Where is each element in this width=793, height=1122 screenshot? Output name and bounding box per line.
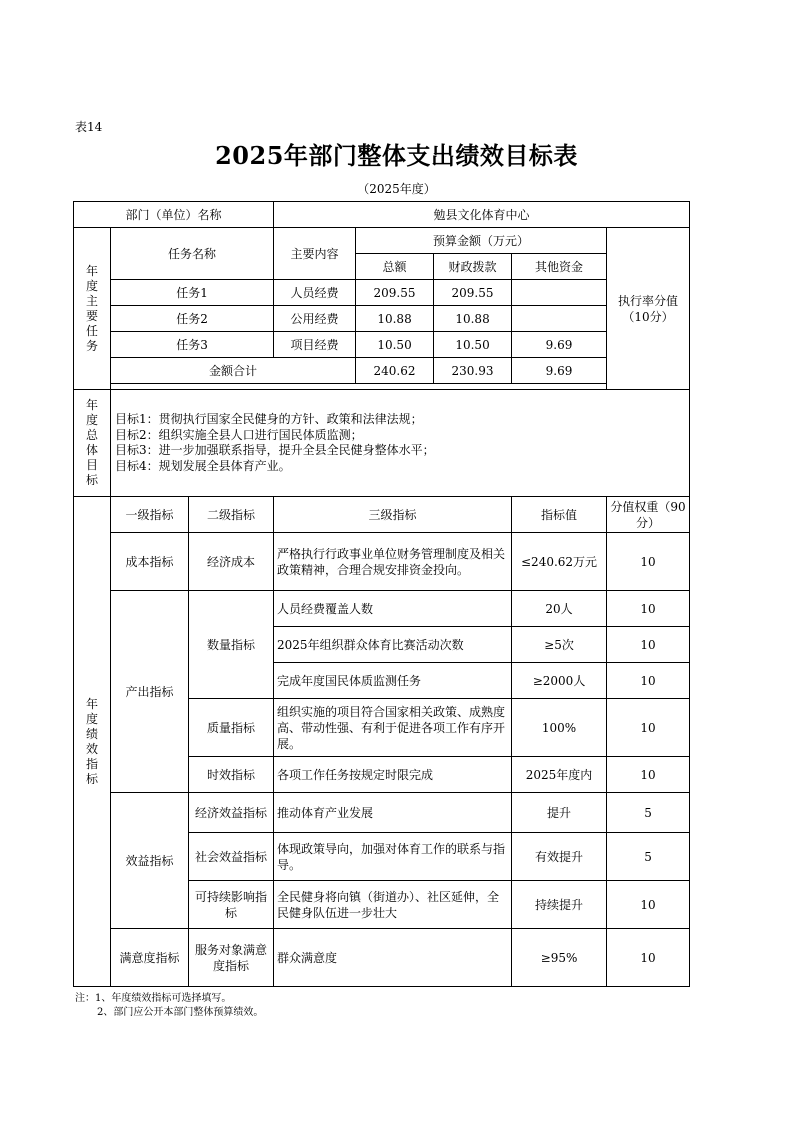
- dept-value: 勉县文化体育中心: [274, 202, 690, 228]
- col-task-name: 任务名称: [111, 228, 274, 280]
- fiscal-year-subtitle: （2025年度）: [357, 182, 436, 196]
- social-value: 有效提升: [512, 833, 607, 881]
- tasks-section-label: 年度主要任务: [74, 228, 111, 390]
- goal-item: 目标4：规划发展全县体育产业。: [115, 458, 291, 473]
- q2-level3: 2025年组织群众体育比赛活动次数: [274, 627, 512, 663]
- cost-weight: 10: [607, 533, 690, 591]
- table-row: [74, 533, 690, 591]
- sum-label: 金额合计: [111, 358, 356, 384]
- task-other: 9.69: [512, 332, 607, 358]
- task-content: 人员经费: [274, 280, 356, 306]
- satis-weight: 10: [607, 929, 690, 987]
- quality-value: 100%: [512, 699, 607, 757]
- econ-weight: 5: [607, 793, 690, 833]
- timely-value: 2025年度内: [512, 757, 607, 793]
- col-level2: 二级指标: [189, 497, 274, 533]
- table-row: [74, 280, 690, 306]
- sustain-weight: 10: [607, 881, 690, 929]
- task-fiscal: 10.88: [434, 306, 512, 332]
- page-title: 2025年部门整体支出绩效目标表: [215, 141, 578, 170]
- cost-level1: 成本指标: [111, 533, 189, 591]
- task-total: 10.88: [356, 306, 434, 332]
- sustain-level2: 可持续影响指标: [189, 881, 274, 929]
- social-level2: 社会效益指标: [189, 833, 274, 881]
- col-level3: 三级指标: [274, 497, 512, 533]
- col-fiscal: 财政拨款: [434, 254, 512, 280]
- dept-label: 部门（单位）名称: [74, 202, 274, 228]
- satis-level3: 群众满意度: [274, 929, 512, 987]
- goals-list: [111, 390, 690, 497]
- footnote-1: 注：1、年度绩效指标可选择填写。: [75, 993, 232, 1004]
- task-other: [512, 280, 607, 306]
- indicators-section-label: 年度绩效指标: [74, 497, 111, 987]
- execution-rate-cell: [607, 228, 690, 390]
- q3-level3: 完成年度国民体质监测任务: [274, 663, 512, 699]
- quality-level2: 质量指标: [189, 699, 274, 757]
- econ-level3: 推动体育产业发展: [274, 793, 512, 833]
- timely-weight: 10: [607, 757, 690, 793]
- task-name: 任务3: [111, 332, 274, 358]
- execution-rate-label: 执行率分值: [618, 293, 679, 308]
- task-other: [512, 306, 607, 332]
- performance-target-table: [73, 201, 690, 987]
- col-level1: 一级指标: [111, 497, 189, 533]
- sustain-value: 持续提升: [512, 881, 607, 929]
- satis-value: ≥95%: [512, 929, 607, 987]
- sum-row: [74, 358, 690, 384]
- table-row: [74, 929, 690, 987]
- sum-other: 9.69: [512, 358, 607, 384]
- cost-value: ≤240.62万元: [512, 533, 607, 591]
- q3-value: ≥2000人: [512, 663, 607, 699]
- col-value: 指标值: [512, 497, 607, 533]
- cost-level3: 严格执行行政事业单位财务管理制度及相关政策精神，合理合规安排资金投向。: [274, 533, 512, 591]
- quality-weight: 10: [607, 699, 690, 757]
- q3-weight: 10: [607, 663, 690, 699]
- goal-item: 目标1：贯彻执行国家全民健身的方针、政策和法律法规；: [115, 412, 423, 426]
- footnote-2: 2、部门应公开本部门整体预算绩效。: [97, 1007, 264, 1018]
- cost-level2: 经济成本: [189, 533, 274, 591]
- execution-rate-score: （10分）: [622, 309, 674, 324]
- task-name: 任务2: [111, 306, 274, 332]
- benefit-level1: 效益指标: [111, 793, 189, 929]
- task-fiscal: 10.50: [434, 332, 512, 358]
- satis-level2: 服务对象满意度指标: [189, 929, 274, 987]
- table-row: [74, 306, 690, 332]
- timely-level2: 时效指标: [189, 757, 274, 793]
- col-main-content: 主要内容: [274, 228, 356, 280]
- task-name: 任务1: [111, 280, 274, 306]
- sum-fiscal: 230.93: [434, 358, 512, 384]
- output-level1: 产出指标: [111, 591, 189, 793]
- task-total: 10.50: [356, 332, 434, 358]
- social-weight: 5: [607, 833, 690, 881]
- task-content: 项目经费: [274, 332, 356, 358]
- col-weight: 分值权重（90分）: [607, 497, 690, 533]
- table-row: [74, 332, 690, 358]
- col-other: 其他资金: [512, 254, 607, 280]
- q1-weight: 10: [607, 591, 690, 627]
- table-row: [74, 591, 690, 627]
- q2-value: ≥5次: [512, 627, 607, 663]
- task-content: 公用经费: [274, 306, 356, 332]
- quality-level3: 组织实施的项目符合国家相关政策、成熟度高、带动性强、有利于促进各项工作有序开展。: [274, 699, 512, 757]
- col-total: 总额: [356, 254, 434, 280]
- q2-weight: 10: [607, 627, 690, 663]
- task-total: 209.55: [356, 280, 434, 306]
- econ-value: 提升: [512, 793, 607, 833]
- timely-level3: 各项工作任务按规定时限完成: [274, 757, 512, 793]
- quantity-level2: 数量指标: [189, 591, 274, 699]
- q1-value: 20人: [512, 591, 607, 627]
- goals-section-label: 年度总体目标: [74, 390, 111, 497]
- task-fiscal: 209.55: [434, 280, 512, 306]
- social-level3: 体现政策导向，加强对体育工作的联系与指导。: [274, 833, 512, 881]
- sum-total: 240.62: [356, 358, 434, 384]
- goal-item: 目标2：组织实施全县人口进行国民体质监测；: [115, 427, 363, 442]
- col-budget-amount: 预算金额（万元）: [356, 228, 607, 254]
- econ-level2: 经济效益指标: [189, 793, 274, 833]
- table-row: [74, 793, 690, 833]
- sustain-level3: 全民健身将向镇（街道办）、社区延伸，全民健身队伍进一步壮大: [274, 881, 512, 929]
- goal-item: 目标3：进一步加强联系指导，提升全县全民健身整体水平；: [115, 443, 435, 457]
- table-number: 表14: [75, 120, 103, 134]
- footnotes: [75, 992, 263, 1020]
- q1-level3: 人员经费覆盖人数: [274, 591, 512, 627]
- satis-level1: 满意度指标: [111, 929, 189, 987]
